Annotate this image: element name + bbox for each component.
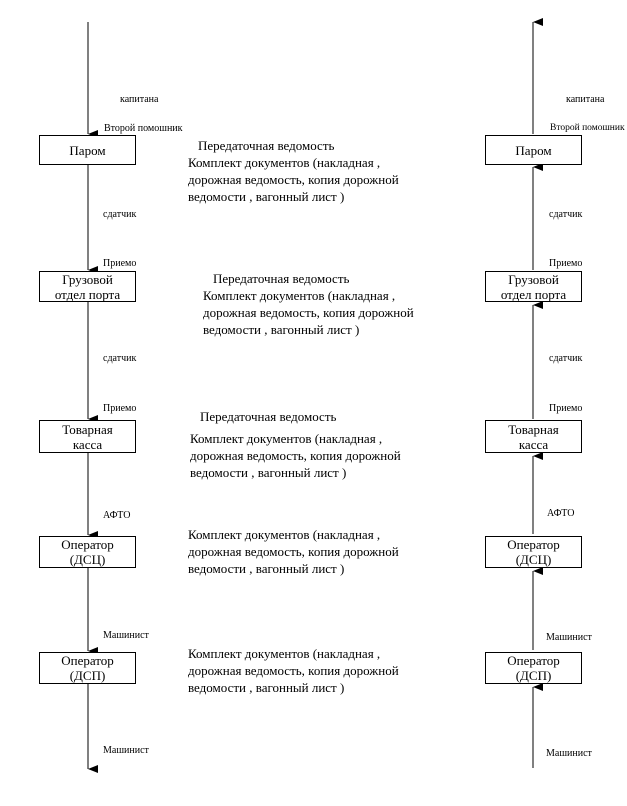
left-label-afto: АФТО — [103, 510, 131, 521]
doc-block-4-line: дорожная ведомость, копия дорожной — [188, 544, 399, 559]
right-box-dsp-line2: (ДСП) — [515, 668, 552, 683]
doc-block-1-title: Передаточная ведомость — [198, 138, 335, 153]
right-box-dsc-line1: Оператор — [507, 537, 560, 552]
right-label-priemo-1: Приемо — [549, 258, 583, 269]
left-box-dsc-line2: (ДСЦ) — [69, 552, 106, 567]
right-box-tovarnaya-kassa — [485, 420, 582, 453]
left-label-priemo-2: Приемо — [103, 403, 137, 414]
doc-block-3-title: Передаточная ведомость — [200, 409, 337, 424]
doc-block-3-line: дорожная ведомость, копия дорожной — [190, 448, 401, 463]
right-label-vtoroy-pomoshnik: Второй помошник — [550, 123, 625, 133]
left-box-tovarnaya-line2: касса — [72, 436, 103, 452]
left-label-sdatchik-1: сдатчик — [103, 209, 137, 220]
doc-block-2-line: Комплект документов (накладная , — [203, 288, 396, 303]
doc-block-5-line: ведомости , вагонный лист ) — [188, 680, 345, 695]
left-box-gruzovoy-line2: отдел порта — [54, 286, 121, 302]
doc-block-5-line: Комплект документов (накладная , — [188, 646, 381, 661]
doc-block-1-line: ведомости , вагонный лист ) — [188, 189, 345, 204]
right-box-gruzovoy-line1: Грузовой — [508, 271, 559, 287]
doc-block-4-line: Комплект документов (накладная , — [188, 527, 381, 542]
left-box-operator-dsc — [39, 536, 136, 568]
right-box-operator-dsp — [485, 652, 582, 684]
left-box-gruzovoy-line1: Грузовой — [62, 271, 113, 287]
doc-block-1 — [188, 137, 399, 205]
doc-block-3-line: Комплект документов (накладная , — [190, 431, 383, 446]
right-label-sdatchik-2: сдатчик — [549, 353, 583, 364]
right-label-mashinist-1: Машинист — [546, 632, 592, 643]
doc-block-2-title: Передаточная ведомость — [213, 271, 350, 286]
right-box-tovarnaya-line1: Товарная — [508, 421, 559, 437]
right-box-gruzovoy-line2: отдел порта — [500, 286, 567, 302]
left-box-tovarnaya-line1: Товарная — [62, 421, 113, 437]
doc-block-1-line: Комплект документов (накладная , — [188, 155, 381, 170]
doc-block-5-line: дорожная ведомость, копия дорожной — [188, 663, 399, 678]
doc-block-2-line: дорожная ведомость, копия дорожной — [203, 305, 414, 320]
doc-block-3-line: ведомости , вагонный лист ) — [190, 465, 347, 480]
right-label-kapitana: капитана — [566, 94, 605, 105]
left-box-tovarnaya-kassa — [39, 420, 136, 453]
doc-block-4-line: ведомости , вагонный лист ) — [188, 561, 345, 576]
right-label-afto: АФТО — [547, 508, 575, 519]
doc-block-4 — [188, 526, 399, 577]
left-box-dsc-line1: Оператор — [61, 537, 114, 552]
left-box-gruzovoy-otdel — [39, 271, 136, 302]
left-label-kapitana: капитана — [120, 94, 159, 105]
left-label-priemo-1: Приемо — [103, 258, 137, 269]
left-label-mashinist-2: Машинист — [103, 745, 149, 756]
right-box-operator-dsc — [485, 536, 582, 568]
right-label-priemo-2: Приемо — [549, 403, 583, 414]
left-box-dsp-line1: Оператор — [61, 653, 114, 668]
right-label-mashinist-2: Машинист — [546, 748, 592, 759]
right-box-gruzovoy-otdel — [485, 271, 582, 302]
right-box-tovarnaya-line2: касса — [518, 436, 549, 452]
right-box-parom-label: Паром — [515, 142, 552, 158]
doc-block-3 — [190, 430, 401, 481]
doc-block-2-line: ведомости , вагонный лист ) — [203, 322, 360, 337]
left-box-operator-dsp — [39, 652, 136, 684]
left-label-mashinist-1: Машинист — [103, 630, 149, 641]
doc-block-2 — [203, 270, 414, 338]
right-label-sdatchik-1: сдатчик — [549, 209, 583, 220]
right-box-dsp-line1: Оператор — [507, 653, 560, 668]
left-label-sdatchik-2: сдатчик — [103, 353, 137, 364]
doc-block-1-line: дорожная ведомость, копия дорожной — [188, 172, 399, 187]
left-label-vtoroy-pomoshnik: Второй помошник — [104, 123, 183, 134]
left-box-dsp-line2: (ДСП) — [69, 668, 106, 683]
right-box-parom — [485, 135, 582, 165]
left-box-parom — [39, 135, 136, 165]
right-box-dsc-line2: (ДСЦ) — [515, 552, 552, 567]
left-box-parom-label: Паром — [69, 142, 106, 158]
doc-block-5 — [188, 645, 399, 696]
